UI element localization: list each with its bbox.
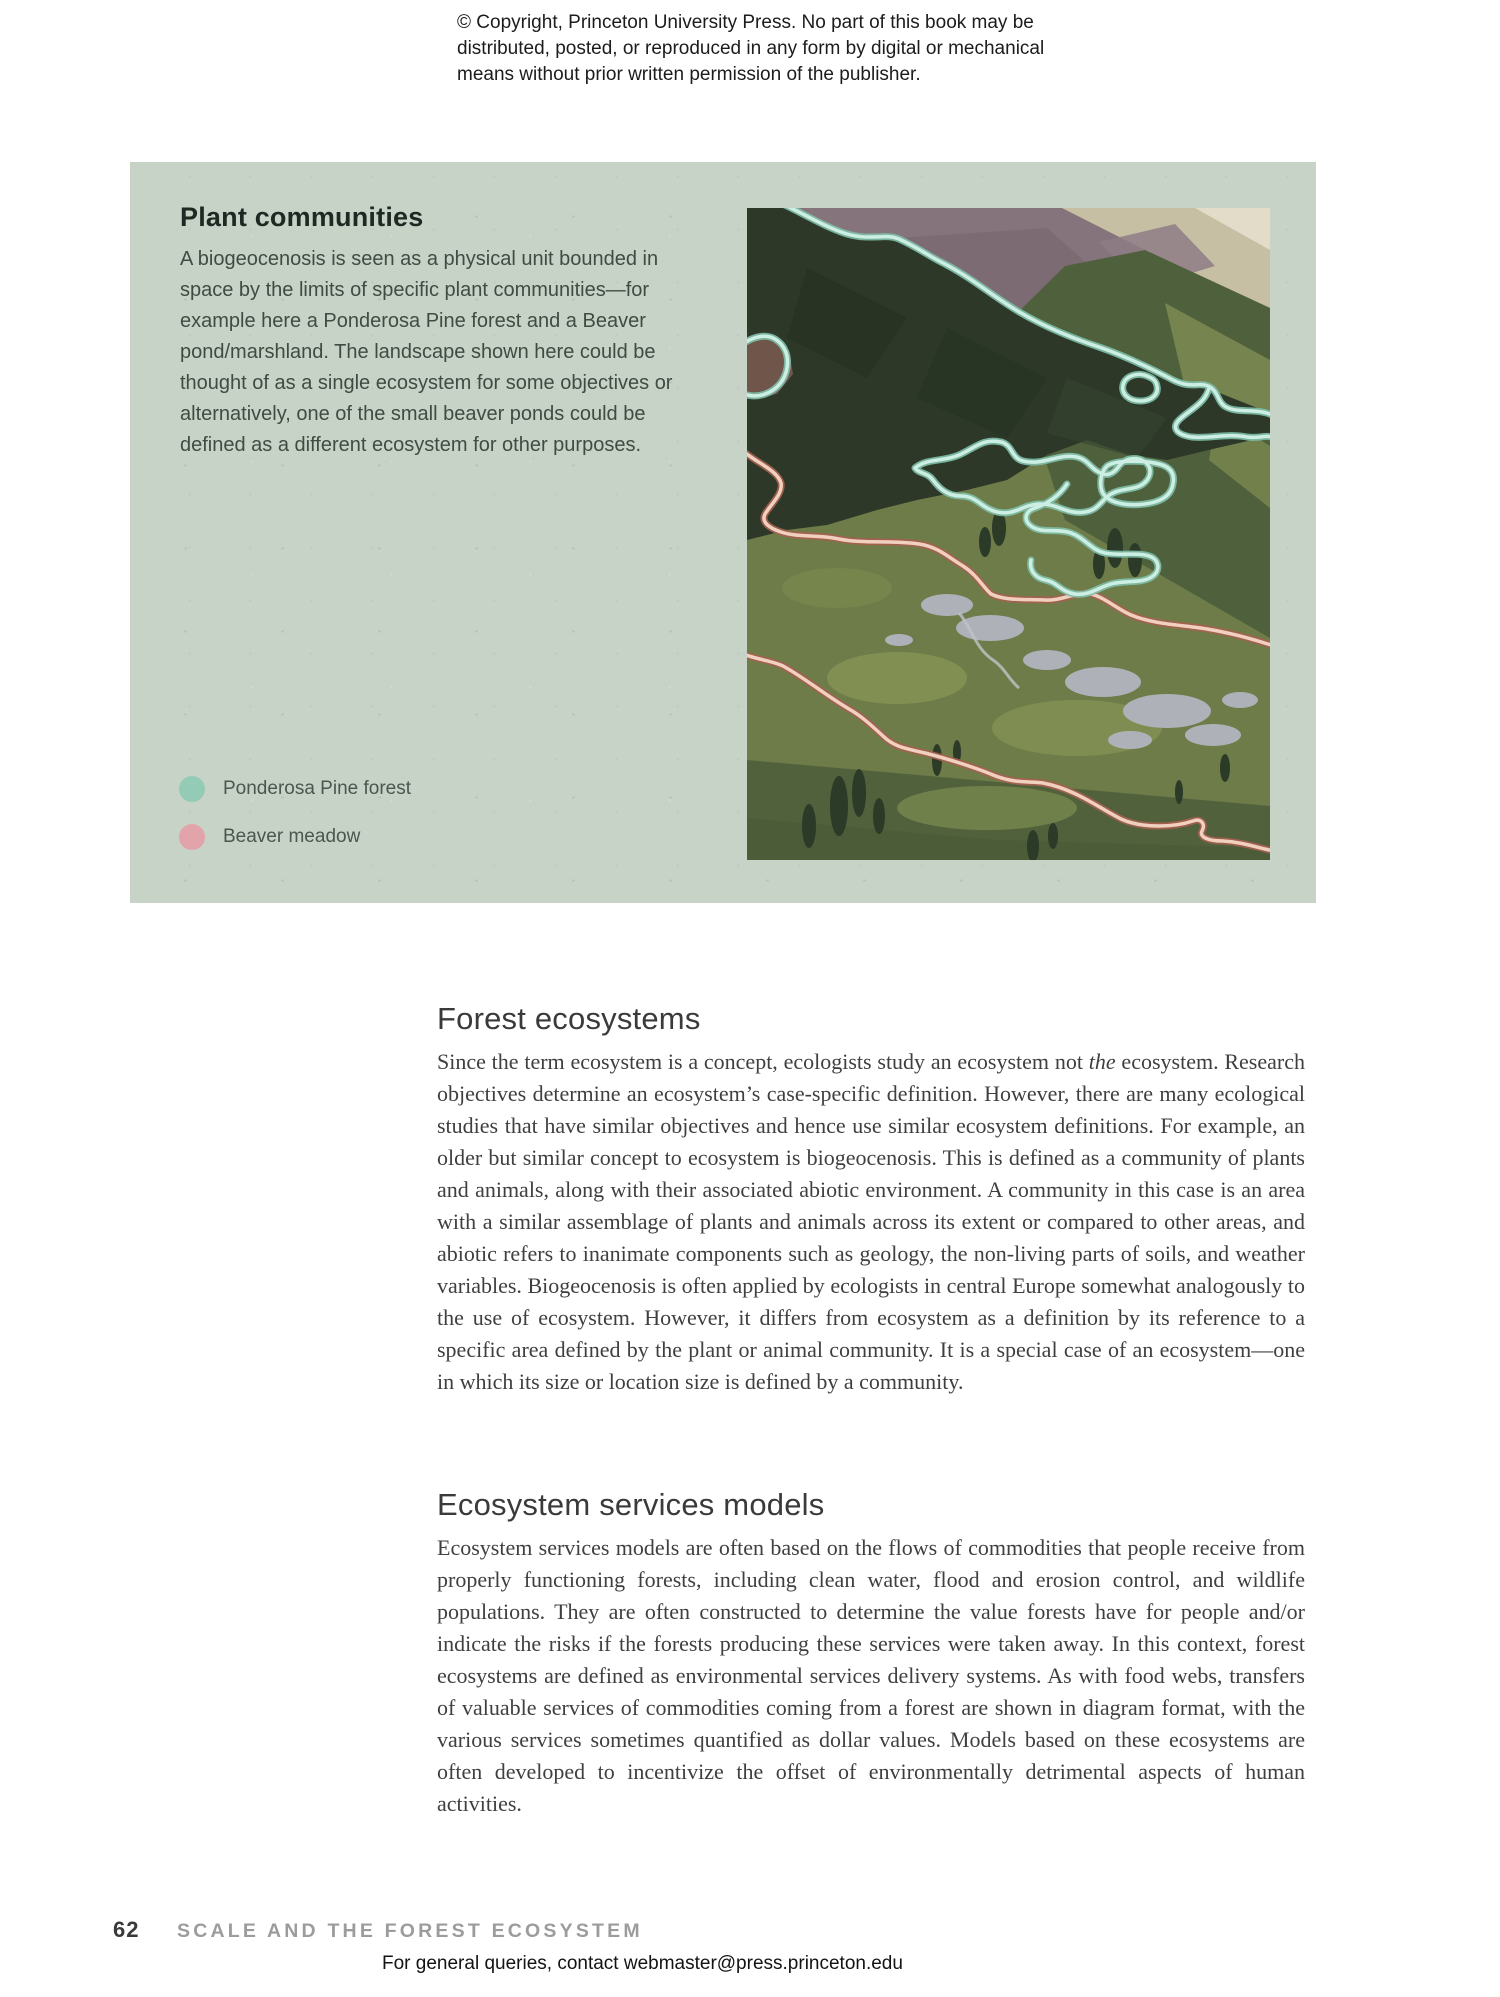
copyright-notice [457,10,1044,88]
landscape-photo [747,208,1270,860]
copyright-line: means without prior written permission of the publisher. [457,64,921,85]
section-heading: Forest ecosystems [437,1001,701,1036]
paragraph-text: Since the term ecosystem is a concept, ecologists study an ecosystem not [437,1049,1089,1074]
legend-label: Beaver meadow [223,826,361,847]
copyright-line: © Copyright, Princeton University Press. No part of this book may be [457,12,1034,33]
running-head: SCALE AND THE FOREST ECOSYSTEM [177,1920,643,1942]
paragraph-text: ecosystem. Research objectives determine an ecosystem’s case-specific definition. However, there are many ecological studies that have similar objectives and hence use similar ecosystem definitions. For example, an older but similar concept to ecosystem is biogeocenosis. This is defined as a community of plants and animals, along with their associated abiotic environment. A community in this case is an area with a similar assemblage of plants and animals across its extent or compared to other areas, and abiotic refers to inanimate components such as geology, the non-living parts of soils, and weather variables. Biogeocenosis is often applied by ecologists in central Europe somewhat analogously to the use of ecosystem. However, it differs from ecosystem as a definition by its reference to a specific area defined by the plant or animal community. It is a special case of an ecosystem—one in which its size or location size is defined by a community. [437,1049,1305,1394]
section-heading: Ecosystem services models [437,1487,825,1522]
figure-box [130,162,1316,903]
landscape-photo-svg [747,208,1270,860]
queries-contact-line: For general queries, contact webmaster@press.princeton.edu [382,1953,903,1974]
legend-item-beaver-meadow [179,824,411,850]
legend-swatch-ponderosa-icon [179,776,205,802]
legend-item-ponderosa [179,776,411,802]
page-number: 62 [113,1917,140,1942]
legend-swatch-beaver-meadow-icon [179,824,205,850]
figure-caption: A biogeocenosis is seen as a physical unit bounded in space by the limits of specific plant communities—for example here a Ponderosa Pine forest and a Beaver pond/marshland. The landscape shown here could be thought of as a single ecosystem for some objectives or alternatively, one of the small beaver ponds could be defined as a different ecosystem for other purposes. [180,248,673,456]
legend-label: Ponderosa Pine forest [223,778,412,799]
figure-legend [179,776,411,872]
paragraph-italic-word: the [1088,1049,1116,1074]
section-paragraph: Ecosystem services models are often based on the flows of commodities that people receive from properly functioning forests, including clean water, flood and erosion control, and wildlife populations. They are often constructed to determine the value forests have for people and/or indicate the risks if the forests producing these services were taken away. In this context, forest ecosystems are defined as environmental services delivery systems. As with food webs, transfers of valuable services of commodities coming from a forest are shown in diagram format, with the various services sometimes quantified as dollar values. Models based on these ecosystems are often developed to incentivize the offset of environmentally detrimental aspects of human activities. [437,1535,1305,1816]
copyright-line: distributed, posted, or reproduced in any form by digital or mechanical [457,38,1045,59]
figure-title: Plant communities [180,202,424,232]
section-paragraph [437,1046,1305,1398]
